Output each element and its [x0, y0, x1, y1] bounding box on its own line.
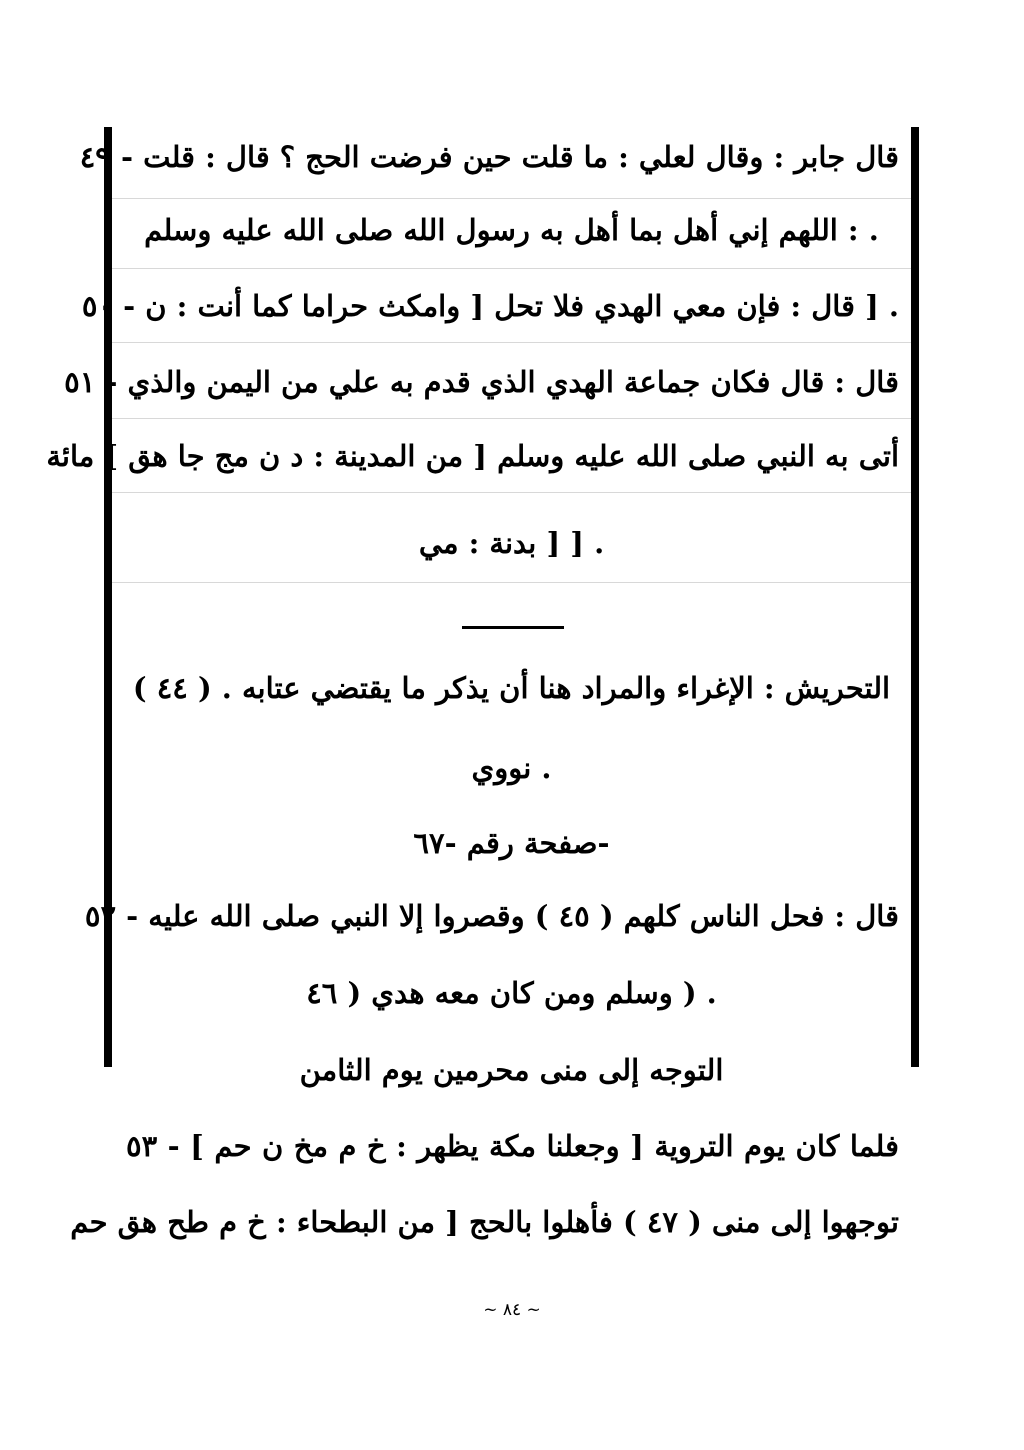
- text-line: . ( وسلم ومن كان معه هدي ( ٤٦: [306, 976, 717, 1010]
- page-number: ~ ٨٤ ~: [483, 1300, 541, 1320]
- text-line: . [ [ بدنة : مي: [418, 526, 605, 560]
- row-rule: [112, 342, 911, 343]
- text-line: قال جابر : وقال لعلي : ما قلت حين فرضت الحج ؟ قال : قلت - ٤٩: [79, 140, 899, 174]
- footnote-text: التحريش : الإغراء والمراد هنا أن يذكر ما يقتضي عتابه . ( ٤٤ ): [132, 671, 891, 705]
- page-marker: -صفحة رقم -٦٧: [413, 826, 610, 860]
- row-rule: [112, 268, 911, 269]
- footnote-separator: [462, 626, 564, 629]
- page-frame-right-rule: [911, 127, 919, 1067]
- footnote-text: . نووي: [471, 751, 552, 785]
- text-line: قال : فحل الناس كلهم ( ٤٥ ) وقصروا إلا النبي صلى الله عليه - ٥٢: [84, 899, 899, 933]
- text-line: توجهوا إلى منى ( ٤٧ ) فأهلوا بالحج [ من البطحاء : خ م طح هق حم: [70, 1205, 899, 1239]
- row-rule: [112, 492, 911, 493]
- row-rule: [112, 582, 911, 583]
- text-line: فلما كان يوم التروية [ وجعلنا مكة يظهر : خ م مخ ن حم ] - ٥٣: [126, 1129, 899, 1163]
- text-line: قال : قال فكان جماعة الهدي الذي قدم به علي من اليمن والذي - ٥١: [64, 365, 899, 399]
- section-heading: التوجه إلى منى محرمين يوم الثامن: [299, 1053, 724, 1087]
- text-line: أتى به النبي صلى الله عليه وسلم [ من المدينة : د ن مج جا هق ] مائة: [46, 439, 899, 473]
- text-line: . [ قال : فإن معي الهدي فلا تحل [ وامكث حراما كما أنت : ن - ٥٠: [81, 289, 899, 323]
- row-rule: [112, 198, 911, 199]
- row-rule: [112, 418, 911, 419]
- text-line: . : اللهم إني أهل بما أهل به رسول الله صلى الله عليه وسلم: [144, 213, 879, 247]
